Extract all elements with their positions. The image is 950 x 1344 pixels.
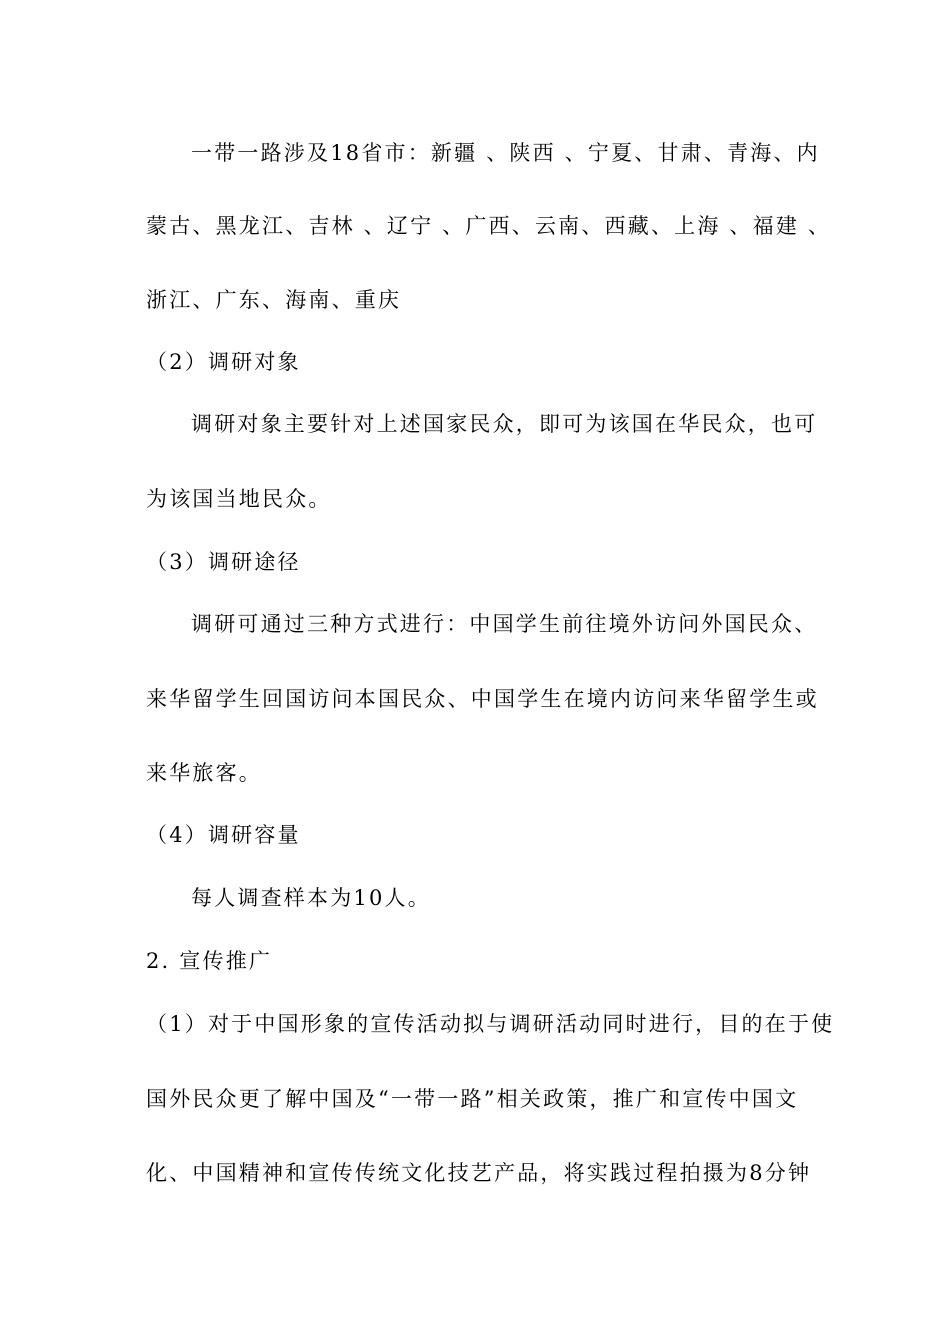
- paragraph-line: 每人调查样本为10人。: [191, 886, 431, 910]
- paragraph-line: 化、中国精神和宣传传统文化技艺产品，将实践过程拍摄为8分钟: [146, 1161, 812, 1185]
- section-heading: （3）调研途径: [146, 550, 301, 574]
- paragraph-line: 调研可通过三种方式进行：中国学生前往境外访问外国民众、: [191, 612, 818, 636]
- paragraph-line: 调研对象主要针对上述国家民众，即可为该国在华民众，也可: [191, 412, 818, 436]
- paragraph-line: 为该国当地民众。: [146, 487, 332, 511]
- section-heading: （2）调研对象: [146, 350, 301, 374]
- paragraph-line: 浙江、广东、海南、重庆: [146, 288, 402, 312]
- paragraph-line: 一带一路涉及18省市：新疆 、陕西 、宁夏、甘肃、青海、内: [191, 141, 820, 165]
- paragraph-line: 蒙古、黑龙江、吉林 、辽宁 、广西、云南、西藏、上海 、福建 、: [146, 214, 832, 238]
- section-heading: 2. 宣传推广: [146, 949, 273, 973]
- paragraph-line: 来华旅客。: [146, 761, 262, 785]
- paragraph-line: 来华留学生回国访问本国民众、中国学生在境内访问来华留学生或: [146, 687, 819, 711]
- section-heading: （4）调研容量: [146, 823, 301, 847]
- paragraph-line: 国外民众更了解中国及“一带一路”相关政策，推广和宣传中国文: [146, 1087, 799, 1111]
- paragraph-line: （1）对于中国形象的宣传活动拟与调研活动同时进行，目的在于使: [146, 1012, 835, 1036]
